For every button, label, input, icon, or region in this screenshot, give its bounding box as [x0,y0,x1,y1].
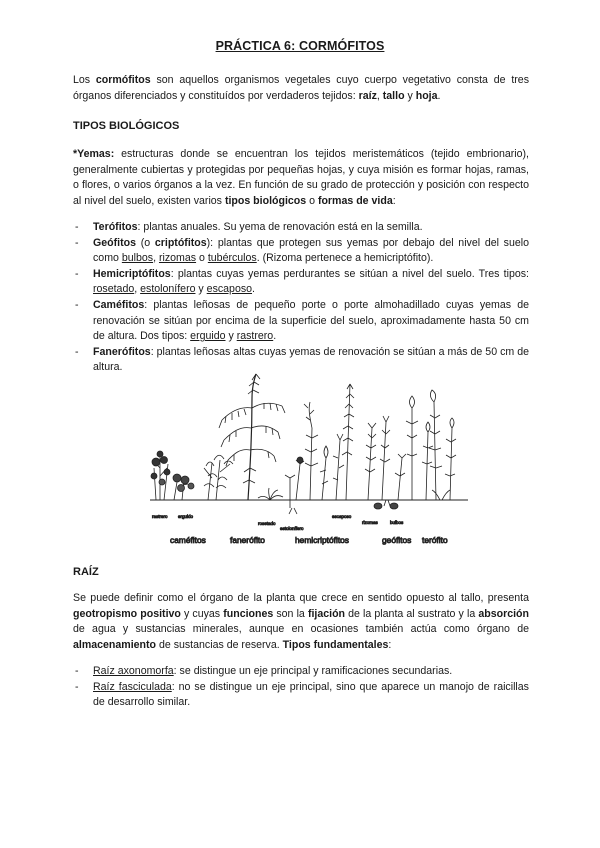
list-item-geofitos [73,236,529,267]
list-dash: - [75,680,79,693]
term-terofitos: Terófitos [93,221,138,233]
term-camefitos: Caméfitos [93,298,145,311]
fig-label-terofito: terófito [422,535,448,545]
term-absorcion: absorción [478,607,529,620]
list-item-axonomorfa [73,664,529,680]
raiz-list [73,664,529,711]
intro-text: y [404,89,416,102]
item-text: y [225,330,237,343]
term-geotropismo: geotropismo positivo [73,607,181,620]
fanerofito-plant [219,374,285,500]
term-rastrero: rastrero [236,330,274,343]
list-item-fasciculada [73,680,529,711]
raiz-paragraph [73,591,529,653]
fig-small-rizomas: rizomas [362,520,378,525]
raiz-text: y cuyas [180,607,224,620]
intro-text: , [376,89,383,102]
item-text: : no se distingue un eje principal, sino que aparece un manojo de raicillas de desarrollo similar. [93,680,529,709]
intro-text: Los [73,74,96,86]
term-fanerofitos: Fanerófitos [93,345,151,358]
fig-label-camefitos: caméfitos [170,535,206,545]
raiz-text: son la [273,607,308,620]
item-text: : plantas leñosas de pequeño porte o porte almohadillado cuyas yemas de renovación se sitúan por encima de la superficie del suelo, aproximadamente hasta 50 cm de altura. Dos tipos: [93,298,529,343]
term-erguido: erguido [190,330,226,343]
raiz-text: Se puede definir como el órgano de la planta que crece en sentido opuesto al tallo, presenta [73,592,529,604]
fig-small-bulbos: bulbos [390,520,404,525]
item-text: : plantas anuales. Su yema de renovación está en la semilla. [137,221,423,233]
term-criptofitos: criptófitos [154,236,207,249]
section-heading-tipos: TIPOS BIOLÓGICOS [73,120,180,132]
plants-drawing [150,368,475,548]
terofito-plants [406,390,456,500]
term-escaposo: escaposo [206,283,253,296]
term-tipos-fundamentales: Tipos fundamentales [282,638,389,651]
fig-small-rastrero: rastrero [152,514,168,519]
list-dash: - [75,236,79,249]
list-dash: - [75,345,79,358]
term-tuberculos: tubérculos [207,252,257,265]
fig-small-escaposo: escaposo [332,514,352,519]
term-almacenamiento: almacenamiento [73,638,157,651]
raiz-text: de agua y sustancias minerales, aunque en ocasiones también actúa como órgano de [73,623,529,636]
intro-text: . [437,89,441,102]
term-raiz-axonomorfa: Raíz axonomorfa [93,665,174,677]
term-estolonifero: estolonífero [140,283,196,296]
term-hemicriptofitos: Hemicriptófitos [93,267,171,280]
fig-label-geofitos: geófitos [382,535,412,545]
term-cormofitos: cormófitos [95,74,151,86]
raiz-text: de sustancias de reserva. [156,638,283,651]
yemas-text: o [306,194,318,207]
term-bulbos: bulbos [121,252,154,265]
raiz-text: de la planta al sustrato y la [345,607,479,620]
item-text: , [134,283,141,296]
term-tipos-biologicos: tipos biológicos [224,194,307,207]
item-text: . [252,283,255,296]
term-geofitos: Geófitos [93,236,136,249]
fig-small-rosetado: rosetado [258,521,276,526]
fig-small-erguido: erguido [178,514,194,519]
item-text: (o [135,236,155,249]
raiz-text: : [388,638,392,651]
tipos-list [73,220,529,376]
term-fijacion: fijación [307,607,346,620]
item-text: y [195,283,207,296]
term-raiz-fasciculada: Raíz fasciculada [93,680,172,693]
item-text: . [273,330,277,343]
list-item-camefitos [73,298,529,345]
fig-label-hemicriptofitos: hemicriptófitos [295,535,349,545]
intro-paragraph [73,73,529,104]
term-rosetado: rosetado [93,283,135,296]
camefito-plants [151,451,233,500]
item-text: , [153,252,159,265]
term-tallo: tallo [382,89,405,102]
item-text: . (Rizoma pertenece a hemicriptófito). [256,252,434,265]
list-dash: - [75,665,79,677]
yemas-text: : [392,194,396,207]
section-heading-raiz: RAÍZ [73,566,99,578]
list-item-terofitos [73,220,529,236]
term-formas-de-vida: formas de vida [317,194,393,207]
life-forms-illustration [150,368,475,548]
term-yemas: *Yemas: [73,148,115,160]
term-funciones: funciones [223,607,274,620]
item-text: : se distingue un eje principal y ramificaciones secundarias. [173,665,453,677]
item-text: : plantas cuyas yemas perdurantes se sitúan a nivel del suelo. Tres tipos: [170,267,529,280]
term-raiz: raíz [358,89,377,102]
list-dash: - [75,298,79,311]
list-dash: - [75,221,79,233]
intro-text: son aquellos organismos vegetales cuyo cuerpo vegetativo consta de tres órganos diferenciados y constituídos por verdaderos tejidos: [73,74,529,102]
item-text: o [196,252,208,265]
yemas-paragraph [73,147,529,209]
item-text: ): plantas que protegen sus yemas por debajo del nivel del suelo como [93,236,530,265]
list-item-hemicriptofitos [73,267,529,298]
yemas-text: estructuras donde se encuentran los tejidos meristemáticos (tejido embrionario), generalmente cubiertas y protegidas por pequeñas hojas, y cuya misión es formar hojas, ramas, o flores, o varios órganos a la vez. En función de su grado de protección y posición con respecto al nivel del suelo, existen varios [73,148,529,207]
term-hoja: hoja [415,89,438,102]
page-title: PRÁCTICA 6: CORMÓFITOS [215,39,385,53]
item-text: : plantas leñosas altas cuyas yemas de renovación se sitúan a más de 50 cm de altura. [93,345,529,374]
term-rizomas: rizomas [158,252,197,265]
list-dash: - [75,267,79,280]
geofito-plants [365,416,406,509]
fig-small-estolonifero: estolonífero [280,526,304,531]
fig-label-fanerofito: fanerófito [230,535,265,545]
